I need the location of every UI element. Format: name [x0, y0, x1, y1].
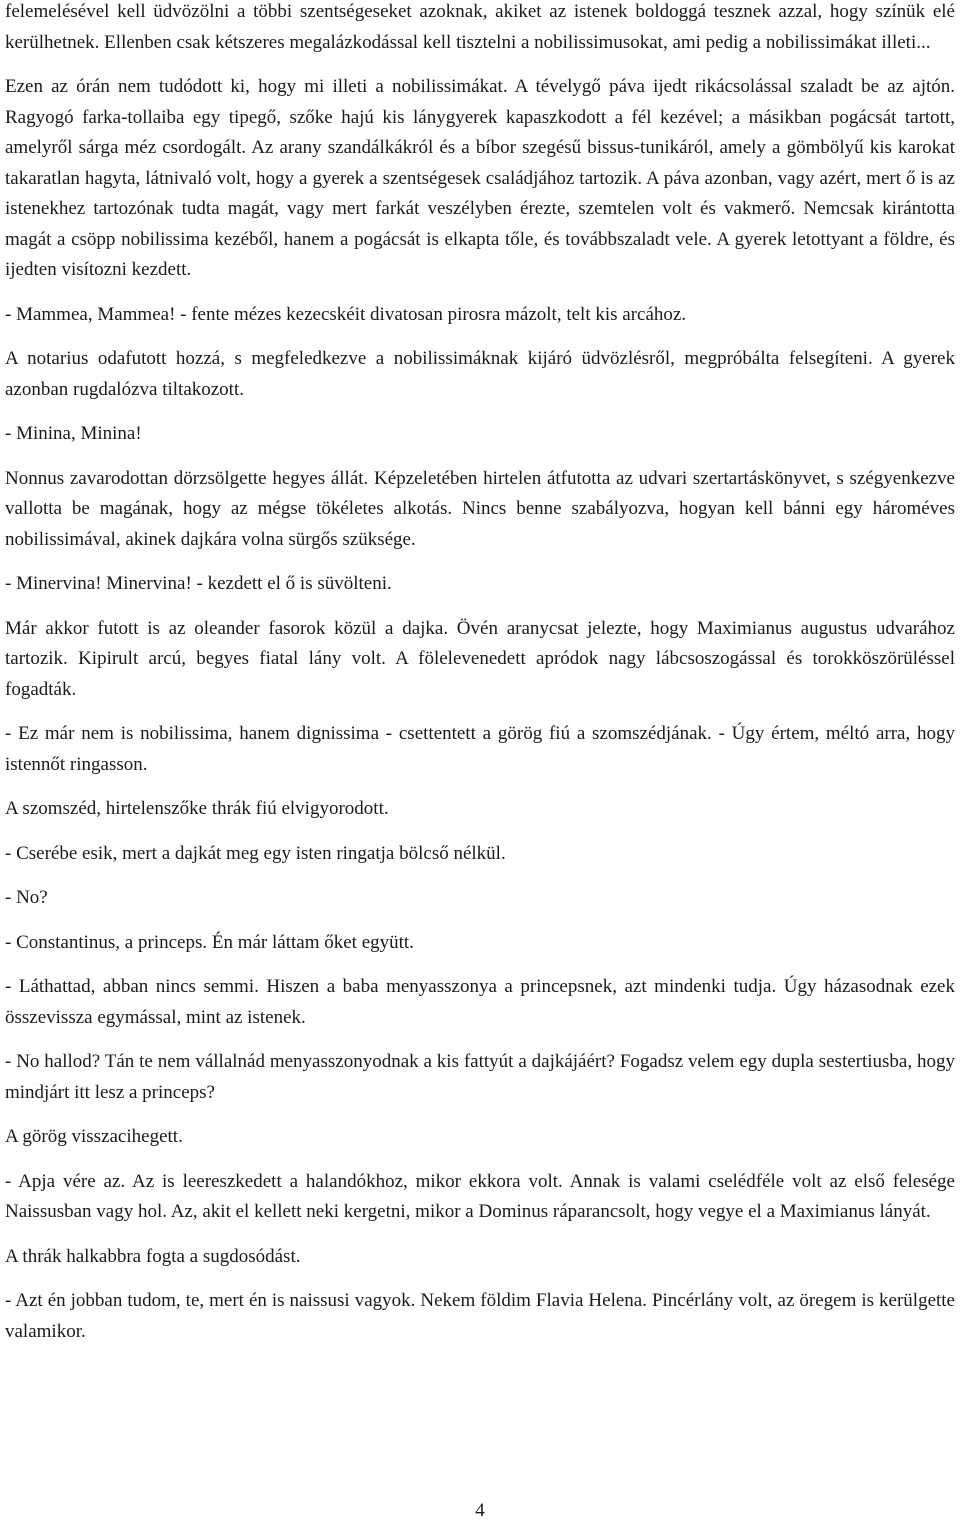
page-number: 4: [475, 1500, 485, 1521]
paragraph-6: Nonnus zavarodottan dörzsölgette hegyes állát. Képzeletében hirtelen átfutotta az udvari szertartáskönyvet, s szégyenkezve vallotta be magának, hogy az mégse tökéletes alkotás. Nincs benne szabályozva, hogyan kell bánni egy hároméves nobilissimával, akinek dajkára volna sürgős szüksége.: [5, 467, 955, 550]
paragraph-13: - Constantinus, a princeps. Én már láttam őket együtt.: [5, 931, 414, 953]
paragraph-4: A notarius odafutott hozzá, s megfeledkezve a nobilissimáknak kijáró üdvözlésről, megpróbálta felsegíteni. A gyerek azonban rugdalózva tiltakozott.: [5, 348, 955, 400]
paragraph-19: - Azt én jobban tudom, te, mert én is naissusi vagyok. Nekem földim Flavia Helena. Pincérlány volt, az öregem is kerülgette valamikor.: [5, 1290, 955, 1342]
paragraph-3: - Mammea, Mammea! - fente mézes kezecskéit divatosan pirosra mázolt, telt kis arcához.: [5, 303, 687, 325]
paragraph-5: - Minina, Minina!: [5, 423, 142, 444]
paragraph-7: - Minervina! Minervina! - kezdett el ő is süvölteni.: [5, 573, 392, 594]
paragraph-10: A szomszéd, hirtelenszőke thrák fiú elvigyorodott.: [5, 798, 389, 819]
paragraph-12: - No?: [5, 887, 48, 908]
paragraph-1: felemelésével kell üdvözölni a többi szentségeseket azoknak, akiket az istenek boldoggá tesznek azzal, hogy színük elé kerülhetnek. Ellenben csak kétszeres megalázkodással kell tisztelni a nobilissimusokat, ami pedig a nobilissimákat illeti...: [5, 1, 955, 53]
paragraph-15: - No hallod? Tán te nem vállalnád menyasszonyodnak a kis fattyút a dajkájáért? Fogadsz velem egy dupla sestertiusba, hogy mindjárt itt lesz a princeps?: [5, 1051, 955, 1103]
paragraph-17: - Apja vére az. Az is leereszkedett a halandókhoz, mikor ekkora volt. Annak is valami cselédféle volt az első felesége Naissusban vagy hol. Az, akit el kellett neki kergetni, mikor a Dominus ráparancsolt, hogy vegye el a Maximianus lányát.: [5, 1170, 955, 1222]
paragraph-14: - Láthattad, abban nincs semmi. Hiszen a baba menyasszonya a princepsnek, azt mindenki tudja. Úgy házasodnak ezek összevissza egymással, mint az istenek.: [5, 976, 955, 1028]
paragraph-2: Ezen az órán nem tudódott ki, hogy mi illeti a nobilissimákat. A tévelygő páva ijedt rikácsolással szaladt be az ajtón. Ragyogó farka-tollaiba egy tipegő, szőke hajú kis lánygyerek kapaszkodott a fél kezével; a másikban pogácsát tartott, amelyről sárga méz csordogált. Az arany szandálkákról és a bíbor szegésű bissus-tunikáról, amely a gömbölyű kis karokat takaratlan hagyta, látnivaló volt, hogy a gyerek a szentségesek családjához tartozik. A páva azonban, vagy azért, mert ő is az istenekhez tartozónak tudta magát, vagy mert farkát veszélyben érezte, szemtelen volt és vakmerő. Nemcsak kirántotta magát a csöpp nobilissima kezéből, hanem a pogácsát is elkapta tőle, és továbbszaladt vele. A gyerek letottyant a földre, és ijedten visítozni kezdett.: [5, 76, 955, 280]
paragraph-18: A thrák halkabbra fogta a sugdosódást.: [5, 1245, 301, 1267]
paragraph-16: A görög visszacihegett.: [5, 1126, 183, 1147]
paragraph-9: - Ez már nem is nobilissima, hanem dignissima - csettentett a görög fiú a szomszédjának. - Úgy értem, méltó arra, hogy istennőt ringasson.: [5, 723, 955, 775]
paragraph-8: Már akkor futott is az oleander fasorok közül a dajka. Övén aranycsat jelezte, hogy Maximianus augustus udvarához tartozik. Kipirult arcú, begyes fiatal lány volt. A fölelevenedett apródok nagy lábcsoszogással és torokköszörüléssel fogadták.: [5, 617, 955, 700]
body-text: [5, 0, 955, 1361]
paragraph-11: - Cserébe esik, mert a dajkát meg egy isten ringatja bölcső nélkül.: [5, 842, 506, 864]
